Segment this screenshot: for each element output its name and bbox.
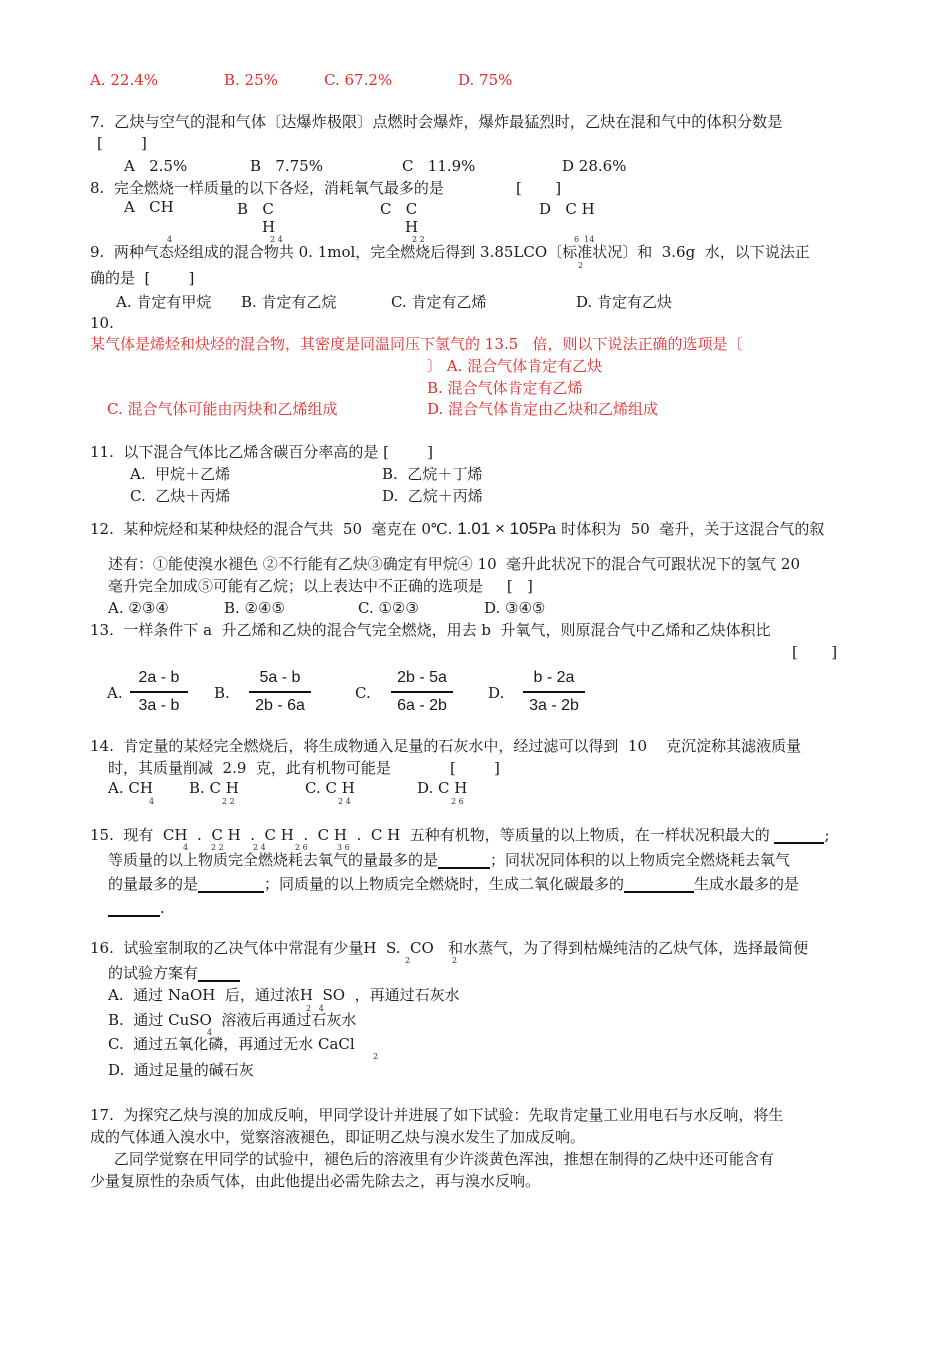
q13-option-c-label: C.	[355, 684, 371, 702]
q16-blank[interactable]	[198, 966, 240, 982]
q16-sub-a: 2 4	[306, 1004, 324, 1013]
q17-line1: 17. 为探究乙炔与溴的加成反响，甲同学设计并进展了如下试验：先取肯定量工业用电石与水反响，将生	[90, 1106, 784, 1124]
q13-answer-bracket: [ ]	[792, 643, 838, 661]
q7-option-b: B 7.75%	[250, 157, 323, 175]
q15-stem-text: 15. 现有 CH . C H . C H . C H . C H 五种有机物，等质量的以上物质，在一样状况积最大的	[90, 826, 770, 844]
q9-option-c: C. 肯定有乙烯	[391, 293, 487, 311]
q15-sub-2: 2 2	[211, 843, 224, 852]
q15-semicolon: ;	[824, 826, 830, 844]
q15-line3-text: 的量最多的是	[108, 875, 199, 893]
q16-sub-co2: 2	[452, 956, 458, 965]
q13-option-d-label: D.	[488, 684, 505, 702]
q14-sub-b: 2 2	[222, 797, 235, 806]
q16-sub-c: 2	[373, 1052, 379, 1061]
q12-option-d: D. ③④⑤	[484, 599, 546, 617]
numerator: 2b - 5a	[391, 669, 453, 693]
denominator: 3a - 2b	[529, 697, 579, 714]
q10-option-d: D. 混合气体肯定由乙炔和乙烯组成	[427, 400, 659, 418]
q14-line2: 时，其质量削减 2.9 克，此有机物可能是	[108, 759, 391, 777]
q12-option-a: A. ②③④	[108, 599, 169, 617]
q12-stem	[90, 520, 824, 538]
q14-option-c: C. C H	[305, 779, 355, 797]
q8-stem: 8. 完全燃烧一样质量的以下各烃，消耗氧气最多的是	[90, 179, 444, 197]
numerator: 2a - b	[130, 669, 188, 693]
q6-option-b: B. 25%	[224, 71, 278, 89]
q9-option-d: D. 肯定有乙炔	[576, 293, 673, 311]
q8-sub-d: 6 14	[574, 235, 595, 244]
q15-blank-2[interactable]	[438, 853, 490, 869]
q13-option-c-fraction	[391, 669, 453, 715]
q16-option-d: D. 通过足量的碱石灰	[108, 1061, 254, 1079]
q17-line2: 成的气体通入溴水中，觉察溶液褪色，即证明乙炔与溴水发生了加成反响。	[90, 1128, 586, 1146]
q8-option-a: A CH	[124, 198, 174, 216]
q16-sub-h2s: 2	[405, 956, 411, 965]
q13-stem: 13. 一样条件下 a 升乙烯和乙炔的混合气完全燃烧，用去 b 升氧气，则原混合气中乙烯和乙炔体积比	[90, 621, 771, 639]
q12-option-b: B. ②④⑤	[224, 599, 285, 617]
q16-line2-text: 的试验方案有	[108, 964, 199, 982]
denominator: 3a - b	[138, 697, 180, 714]
q14-stem: 14. 肯定量的某烃完全燃烧后，将生成物通入足量的石灰水中，经过滤可以得到 10 克沉淀称其滤液质量	[90, 737, 802, 755]
q12-pressure: 1.01 × 105	[457, 519, 539, 538]
q7-answer-bracket: [ ]	[97, 134, 147, 152]
q9-stem-part2: 〔标准状况〕和 3.6g 水，以下说法正	[547, 243, 810, 261]
q11-option-b: B. 乙烷＋丁烯	[382, 465, 483, 483]
q14-answer-bracket: [ ]	[450, 759, 500, 777]
q12-stem-part1: 12. 某种烷烃和某种炔烃的混合气共 50 毫克在 0℃.	[90, 520, 453, 538]
numerator: b - 2a	[523, 669, 585, 693]
q16-option-b: B. 通过 CuSO 溶液后再通过石灰水	[108, 1011, 357, 1029]
q10-number: 10.	[90, 314, 114, 332]
numerator: 5a - b	[249, 669, 311, 693]
q15-blank-1[interactable]	[774, 828, 824, 844]
q13-option-a-label: A.	[107, 684, 123, 702]
q15-period: .	[160, 899, 165, 917]
q16-option-c: C. 通过五氧化磷，再通过无水 CaCl	[108, 1035, 355, 1053]
q15-line2-text-b: ；同状况同体积的以上物质完全燃烧耗去氧气	[490, 851, 791, 869]
q7-option-c: C 11.9%	[402, 157, 476, 175]
q15-line3-text-c: 生成水最多的是	[694, 875, 800, 893]
q8-sub-b: 2 4	[270, 235, 283, 244]
q9-stem	[90, 243, 810, 261]
q8-option-b: B C	[237, 200, 274, 218]
q11-option-c: C. 乙炔＋丙烯	[130, 487, 231, 505]
q17-line4: 少量复原性的杂质气体，由此他提出必需先除去之，再与溴水反响。	[90, 1172, 541, 1190]
q14-sub-a: 4	[149, 797, 155, 806]
q9-option-a: A. 肯定有甲烷	[116, 293, 212, 311]
q11-stem: 11. 以下混合气体比乙烯含碳百分率高的是 [ ]	[90, 443, 434, 461]
q15-blank-4[interactable]	[624, 877, 694, 893]
q8-option-c: C C	[380, 200, 418, 218]
q7-option-d: D 28.6%	[562, 157, 627, 175]
q6-option-a: A. 22.4%	[90, 71, 159, 89]
q15-line4	[108, 899, 165, 917]
q13-option-a-fraction	[130, 669, 188, 715]
denominator: 6a - 2b	[397, 697, 447, 714]
q7-stem: 7. 乙炔与空气的混和气体〔达爆炸极限〕点燃时会爆炸，爆炸最猛烈时，乙炔在混和气中的体积分数是	[90, 113, 783, 131]
q16-sub-b: 4	[207, 1028, 213, 1037]
q8-sub-c: 2 2	[412, 235, 425, 244]
q15-blank-5[interactable]	[108, 901, 160, 917]
q8-answer-bracket: [ ]	[516, 179, 562, 197]
q15-sub-1: 4	[183, 843, 189, 852]
q9-line2: 确的是 [ ]	[90, 269, 195, 287]
q14-sub-d: 2 6	[451, 797, 464, 806]
q6-option-d: D. 75%	[458, 71, 513, 89]
q14-sub-c: 2 4	[338, 797, 351, 806]
q14-option-a: A. CH	[108, 779, 153, 797]
q10-stem: 某气体是烯烃和炔烃的混合物，其密度是同温同压下氢气的 13.5 倍，则以下说法正确的选项是〔	[90, 335, 743, 353]
q15-line3	[108, 875, 799, 893]
q6-option-c: C. 67.2%	[324, 71, 393, 89]
q17-line3: 乙同学觉察在甲同学的试验中，褪色后的溶液里有少许淡黄色浑浊，推想在制得的乙炔中还可能含有	[90, 1150, 774, 1168]
q9-sub: 2	[578, 261, 584, 270]
q9-option-b: B. 肯定有乙烷	[241, 293, 337, 311]
q12-line3: 毫升完全加成⑤可能有乙烷；以上表达中不正确的选项是 [ ]	[108, 577, 533, 595]
q7-option-a: A 2.5%	[124, 157, 188, 175]
q15-line2	[108, 851, 790, 869]
q12-line2: 述有：①能使溴水褪色 ②不行能有乙炔③确定有甲烷④ 10 毫升此状况下的混合气可跟状况下的氢气 20	[108, 555, 801, 573]
q15-blank-3[interactable]	[198, 877, 264, 893]
q16-option-a: A. 通过 NaOH 后，通过浓H SO ，再通过石灰水	[108, 986, 460, 1004]
q15-sub-3: 2 4	[253, 843, 266, 852]
q15-stem	[90, 826, 830, 844]
q8-option-c-h: H	[405, 218, 419, 236]
q8-sub-a: 4	[167, 235, 173, 244]
q14-option-b: B. C H	[189, 779, 239, 797]
q12-stem-part2: 时体积为 50 毫升，关于这混合气的叙	[556, 520, 825, 538]
q14-option-d: D. C H	[417, 779, 468, 797]
q10-option-b: B. 混合气体肯定有乙烯	[427, 379, 583, 397]
q10-option-c: C. 混合气体可能由丙炔和乙烯组成	[107, 400, 338, 418]
q9-stem-part1: 9. 两种气态烃组成的混合物共 0. 1mol，完全燃烧后得到 3.85LCO	[90, 243, 548, 261]
q12-option-c: C. ①②③	[358, 599, 419, 617]
q8-option-b-h: H	[262, 218, 276, 236]
q11-option-a: A. 甲烷＋乙烯	[130, 465, 231, 483]
q12-unit: Pa	[538, 520, 557, 538]
q15-line3-text-b: ；同质量的以上物质完全燃烧时，生成二氧化碳最多的	[264, 875, 625, 893]
q13-option-b-fraction	[249, 669, 311, 715]
denominator: 2b - 6a	[255, 697, 305, 714]
q13-option-b-label: B.	[214, 684, 230, 702]
q10-option-a: 〕 A. 混合气体肯定有乙炔	[427, 357, 603, 375]
q15-line2-text: 等质量的以上物质完全燃烧耗去氧气的量最多的是	[108, 851, 439, 869]
q16-stem: 16. 试验室制取的乙决气体中常混有少量H S. CO 和水蒸气，为了得到枯燥纯洁的乙炔气体，选择最简便	[90, 939, 809, 957]
q16-line2	[108, 964, 240, 982]
q8-option-d: D C H	[539, 200, 595, 218]
q15-sub-4: 2 6	[295, 843, 308, 852]
q15-sub-5: 3 6	[337, 843, 350, 852]
q11-option-d: D. 乙烷＋丙烯	[382, 487, 483, 505]
q13-option-d-fraction	[523, 669, 585, 715]
